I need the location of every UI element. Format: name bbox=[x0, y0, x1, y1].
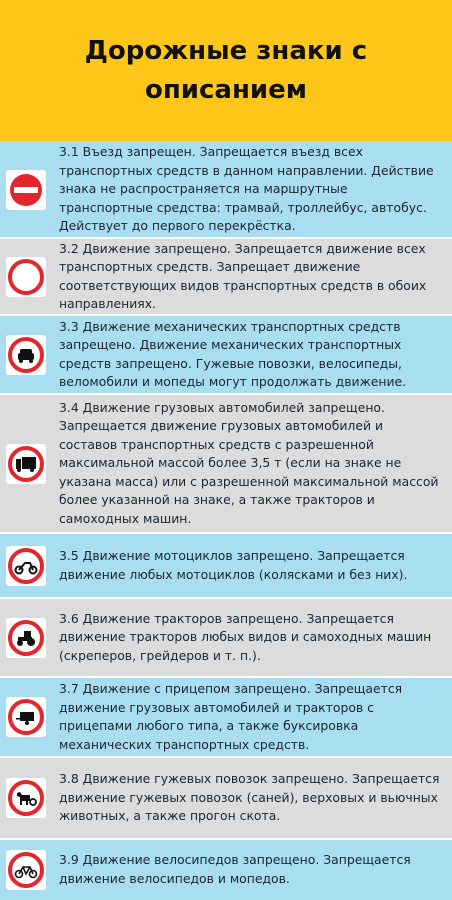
list-item[interactable] bbox=[0, 238, 452, 315]
sign-description: 3.3 Движение механических транспортных средств запрещено. Движение механических транспортных средств запрещено. Гужевые повозки, велосипеды, веломобили и мопеды могут продолжать движение. bbox=[59, 318, 407, 389]
no-motor-vehicles-sign-icon bbox=[6, 335, 46, 375]
app-header bbox=[0, 0, 452, 141]
list-item[interactable] bbox=[0, 533, 452, 598]
divider bbox=[0, 597, 452, 599]
sign-description: 3.5 Движение мотоциклов запрещено. Запрещается движение любых мотоциклов (колясками и без них). bbox=[59, 548, 408, 582]
divider bbox=[0, 756, 452, 758]
divider bbox=[0, 314, 452, 316]
sign-description: 3.4 Движение грузовых автомобилей запрещено. Запрещается движение грузовых автомобилей и составов транспортных средств с разрешенной максимальной массой более 3,5 т (если на знаке не указана масса) или с разрешенной максимальной массой более указанной на знаке, а также тракторов и самоходных машин. bbox=[59, 399, 439, 526]
sign-description: 3.9 Движение велосипедов запрещено. Запрещается движение велосипедов и мопедов. bbox=[59, 852, 411, 886]
sign-description: 3.6 Движение тракторов запрещено. Запрещается движение тракторов любых видов и самоходных машин (скреперов, грейдеров и т. п.). bbox=[59, 610, 432, 663]
divider bbox=[0, 237, 452, 239]
divider bbox=[0, 838, 452, 840]
no-tractors-sign-icon bbox=[6, 618, 46, 658]
no-entry-sign-icon bbox=[6, 170, 46, 210]
page-title: Дорожные знаки с описанием bbox=[84, 35, 368, 105]
no-horse-carts-sign-icon bbox=[6, 778, 46, 818]
no-vehicles-sign-icon bbox=[6, 257, 46, 297]
no-trailers-sign-icon bbox=[6, 697, 46, 737]
divider bbox=[0, 676, 452, 678]
list-item[interactable] bbox=[0, 315, 452, 394]
sign-description: 3.8 Движение гужевых повозок запрещено. Запрещается движение гужевых повозок (саней), верховых и вьючных животных, а также прогон скота. bbox=[59, 771, 440, 824]
divider bbox=[0, 532, 452, 534]
divider bbox=[0, 393, 452, 395]
sign-description: 3.2 Движение запрещено. Запрещается движение всех транспортных средств. Запрещает движение соответствующих видов транспортных средств в обоих направлениях. bbox=[59, 240, 427, 311]
list-item[interactable] bbox=[0, 394, 452, 533]
list-item[interactable] bbox=[0, 677, 452, 757]
no-motorcycles-sign-icon bbox=[6, 546, 46, 586]
list-item[interactable] bbox=[0, 757, 452, 839]
list-item[interactable] bbox=[0, 598, 452, 677]
sign-description: 3.1 Въезд запрещен. Запрещается въезд всех транспортных средств в данном направлении. Действие знака не распространяется на маршрутные транспортные средства: трамвай, троллейбус, автобус. Действует до первого перекрёстка. bbox=[59, 144, 434, 234]
list-item[interactable] bbox=[0, 839, 452, 900]
no-bicycles-sign-icon bbox=[6, 850, 46, 890]
list-item[interactable] bbox=[0, 141, 452, 238]
signs-list[interactable] bbox=[0, 141, 452, 900]
no-trucks-sign-icon bbox=[6, 444, 46, 484]
sign-description: 3.7 Движение с прицепом запрещено. Запрещается движение грузовых автомобилей и тракторов с прицепами любого типа, а также буксировка механических транспортных средств. bbox=[59, 681, 403, 752]
